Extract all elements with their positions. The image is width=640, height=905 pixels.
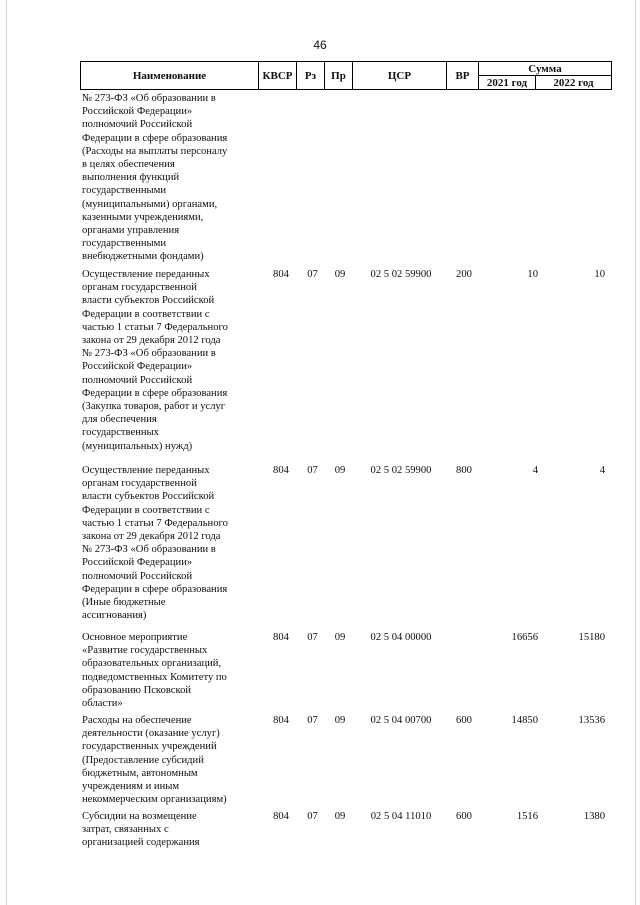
row-sum-2021: 10: [527, 269, 538, 280]
table-header: [80, 61, 612, 90]
header-name: Наименование: [81, 62, 259, 90]
row-rz: 07: [307, 715, 318, 726]
header-rz: Рз: [297, 62, 325, 90]
row-csr: 02 5 04 00000: [370, 632, 432, 643]
row-rz: 07: [307, 465, 318, 476]
row-kvsr: 804: [273, 811, 289, 822]
row-name: № 273-ФЗ «Об образовании в Российской Федерации» полномочий Российской Федерации в сфере образования (Расходы на выплаты персоналу в целях обеспечения выполнения функций государственными (муниципальными) органами, казенными учреждениями, органами управления государственными внебюджетными фондами): [82, 93, 228, 263]
row-csr: 02 5 02 59900: [370, 269, 432, 280]
row-sum-2022: 1380: [583, 811, 605, 822]
header-pr: Пр: [325, 62, 353, 90]
row-vr: 600: [456, 715, 472, 726]
row-pr: 09: [334, 269, 346, 280]
header-year-2021: 2021 год: [479, 76, 536, 90]
row-rz: 07: [307, 269, 318, 280]
header-kvsr: КВСР: [259, 62, 297, 90]
row-name: Субсидии на возмещение затрат, связанных с организацией содержания: [82, 811, 200, 849]
scan-right-edge: [635, 0, 636, 905]
row-pr: 09: [334, 632, 346, 643]
row-rz: 07: [307, 811, 318, 822]
row-vr: 800: [456, 465, 472, 476]
row-csr: 02 5 04 11010: [370, 811, 432, 822]
row-vr: 600: [456, 811, 472, 822]
row-kvsr: 804: [273, 715, 289, 726]
page-number: 46: [313, 38, 327, 52]
header-year-2022: 2022 год: [536, 76, 612, 90]
row-sum-2021: 4: [532, 465, 538, 476]
row-sum-2021: 16656: [511, 632, 538, 643]
row-sum-2022: 4: [599, 465, 605, 476]
row-sum-2021: 1516: [516, 811, 538, 822]
row-sum-2022: 10: [594, 269, 605, 280]
row-sum-2021: 14850: [511, 715, 538, 726]
row-name: Осуществление переданных органам государственной власти субъектов Российской Федерации в соответствии с частью 1 статьи 7 Федерального закона от 29 декабря 2012 года № 273-ФЗ «Об образовании в Российской Федерации» полномочий Российской Федерации в сфере образования (Закупка товаров, работ и услуг для обеспечения государственных (муниципальных) нужд): [82, 269, 228, 452]
row-pr: 09: [334, 715, 346, 726]
row-name: Осуществление переданных органам государственной власти субъектов Российской Федерации в соответствии с частью 1 статьи 7 Федерального закона от 29 декабря 2012 года № 273-ФЗ «Об образовании в Российской Федерации» полномочий Российской Федерации в сфере образования (Иные бюджетные ассигнования): [82, 465, 228, 622]
row-sum-2022: 15180: [578, 632, 605, 643]
row-kvsr: 804: [273, 632, 289, 643]
row-sum-2022: 13536: [578, 715, 605, 726]
row-name: Основное мероприятие «Развитие государственных образовательных организаций, подведомственных Комитету по образованию Псковской области»: [82, 632, 227, 710]
row-csr: 02 5 02 59900: [370, 465, 432, 476]
row-pr: 09: [334, 811, 346, 822]
row-csr: 02 5 04 00700: [370, 715, 432, 726]
row-pr: 09: [334, 465, 346, 476]
row-rz: 07: [307, 632, 318, 643]
row-name: Расходы на обеспечение деятельности (оказание услуг) государственных учреждений (Предоставление субсидий бюджетным, автономным учреждениям и иным некоммерческим организациям): [82, 715, 227, 806]
row-vr: 200: [456, 269, 472, 280]
header-sum: Сумма: [479, 62, 612, 76]
row-kvsr: 804: [273, 269, 289, 280]
scan-left-edge: [6, 0, 7, 905]
header-vr: ВР: [447, 62, 479, 90]
header-csr: ЦСР: [353, 62, 447, 90]
row-kvsr: 804: [273, 465, 289, 476]
